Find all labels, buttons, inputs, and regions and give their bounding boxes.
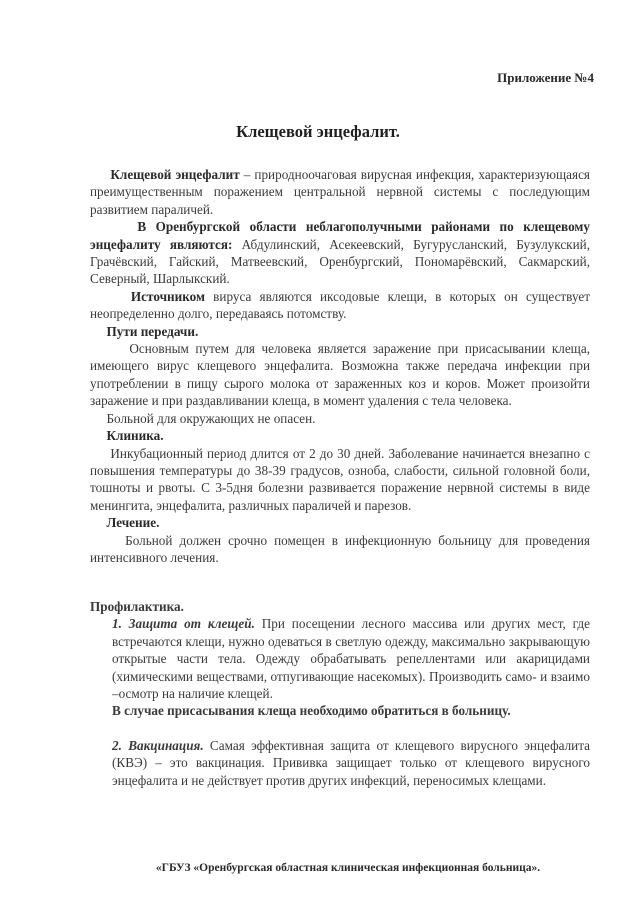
intro-text: – природноочаговая вирусная инфекция, характеризующаяся преимущественным поражением центральной нервной системы с последующим развитием параличей. [90, 167, 590, 217]
clinic-paragraph [90, 445, 590, 515]
transmission-heading: Пути передачи. [106, 323, 199, 339]
transmission-text: Основным путем для человека является заражение при присасывании клеща, имеющего вирус клещевого энцефалита. Возможна также передача инфекции при употреблении в пищу сырого молока от зараженных коз и коров. Может произойти заражение и при раздавливании клеща, в момент удаления с тела человека. [90, 341, 590, 409]
clinic-heading-line [90, 427, 590, 444]
intro-paragraph [90, 166, 590, 218]
transmission-note-line [90, 410, 590, 427]
intro-term: Клещевой энцефалит [110, 167, 240, 182]
prevention-item-protection [112, 615, 590, 702]
vaccination-text: Самая эффективная защита от клещевого вирусного энцефалита (КВЭ) – это вакцинация. Прививка защищает только от клещевого вирусного энцефалита и не действует против других инфекций, переносимых клещами. [112, 737, 590, 788]
vaccination-label: 2. Вакцинация. [112, 737, 204, 753]
prevention-list [112, 615, 590, 789]
treatment-text: Больной должен срочно помещен в инфекционную больницу для проведения интенсивного лечения. [90, 532, 590, 565]
prevention-item-vaccination [112, 737, 590, 789]
protection-text: При посещении лесного массива или других мест, где встречаются клещи, нужно одеваться в светлую одежду, максимально закрывающую открытые части тела. Одежду обрабатывать репеллентами или акарицидами (химическими веществами, отпугивающие насекомых). Производить само- и взаимо –осмотр на наличие клещей. [112, 616, 590, 702]
prevention-section [90, 598, 590, 789]
footer-organization: «ГБУЗ «Оренбургская областная клиническая инфекционная больница». [155, 862, 541, 874]
regions-paragraph [90, 218, 590, 288]
main-text [90, 166, 590, 566]
source-label: Источником [130, 288, 205, 304]
bite-warning: В случае присасывания клеща необходимо обратиться в больницу. [112, 703, 511, 719]
prevention-heading: Профилактика. [90, 599, 184, 614]
transmission-heading-line [90, 323, 590, 340]
treatment-heading-line [90, 514, 590, 531]
transmission-note: Больной для окружающих не опасен. [106, 410, 316, 426]
page-title: Клещевой энцефалит. [236, 122, 400, 141]
clinic-text: Инкубационный период длится от 2 до 30 дней. Заболевание начинается внезапно с повышения температуры до 38-39 градусов, озноба, слабости, сильной головной боли, тошноты и рвоты. С 3-5дня болезни развивается поражение нервной системы в виде менингита, энцефалита, различных параличей и парезов. [90, 445, 590, 513]
appendix-label: Приложение №4 [497, 70, 594, 85]
clinic-heading: Клиника. [106, 428, 164, 444]
source-text: вируса являются иксодовые клещи, в которых он существует неопределенно долго, передаваясь потомству. [90, 288, 590, 322]
protection-label: 1. Защита от клещей. [112, 616, 255, 632]
source-paragraph [90, 288, 590, 323]
regions-text: Абдулинский, Асекеевский, Бугурусланский, Бузулукский, Грачёвский, Гайский, Матвеевский, Оренбургский, Пономарёвский, Сакмарский, Северный, Шарлыкский. [90, 236, 590, 287]
treatment-heading: Лечение. [106, 515, 160, 531]
treatment-paragraph [90, 532, 590, 567]
regions-label: В Оренбургской области неблагополучными районами по клещевому энцефалиту являются: [90, 219, 591, 252]
spacer [112, 720, 590, 737]
transmission-paragraph [90, 340, 590, 410]
